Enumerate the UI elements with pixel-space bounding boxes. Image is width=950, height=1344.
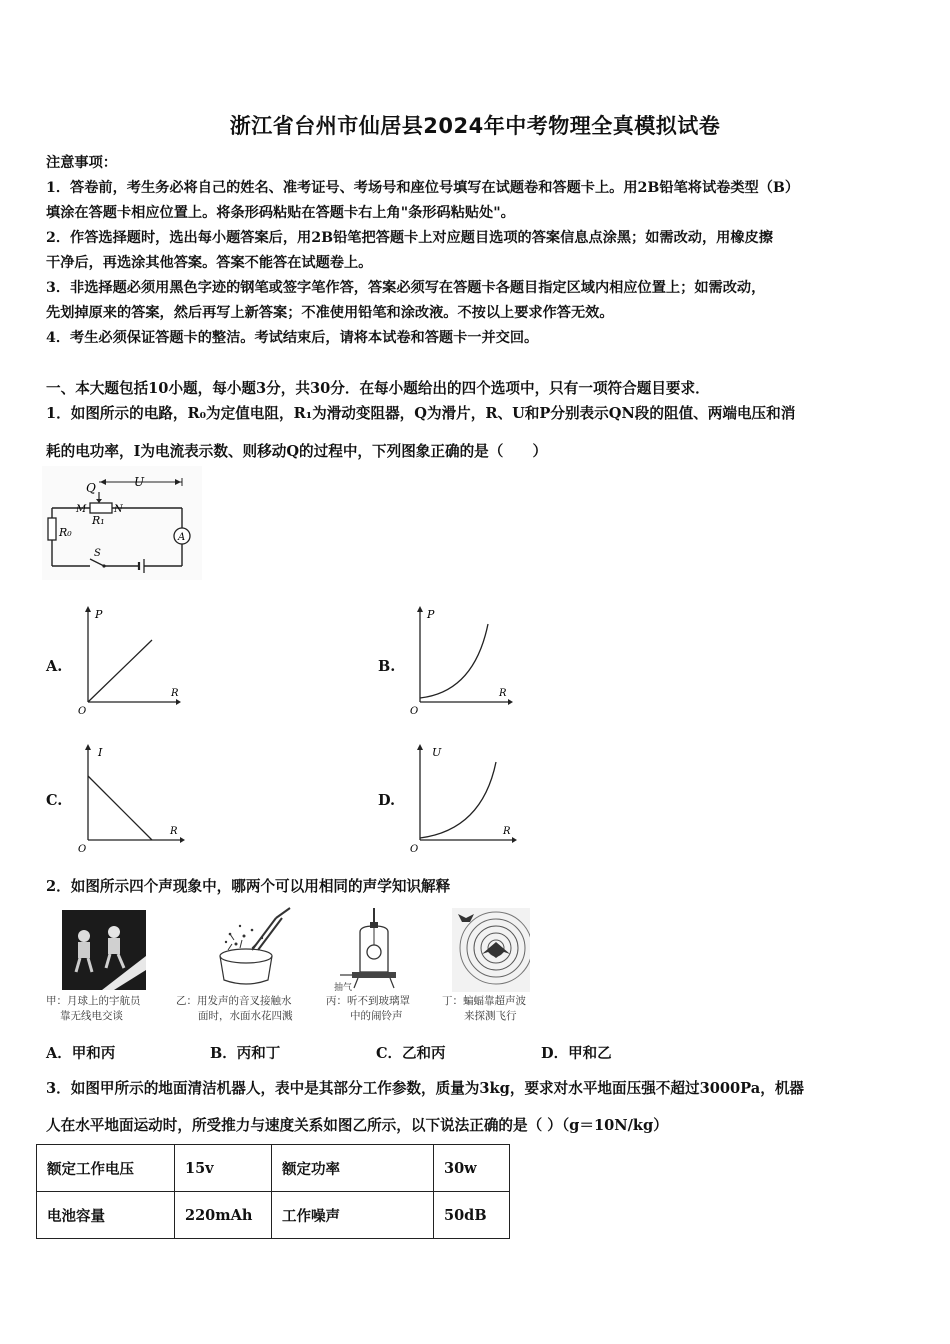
notice-line: 2．作答选择题时，选出每小题答案后，用2B铅笔把答题卡上对应题目选项的答案信息点涂黑；如需改动，用橡皮擦 bbox=[46, 230, 773, 246]
graph-c[interactable] bbox=[72, 738, 187, 856]
q3-text: 3．如图甲所示的地面清洁机器人，表中是其部分工作参数，质量为3kg，要求对水平地面压强不超过3000Pa，机器 bbox=[46, 1080, 805, 1097]
caption-yi-1: 乙：用发声的音叉接触水 bbox=[176, 995, 292, 1007]
label-m: M bbox=[76, 504, 87, 515]
ammeter-label: A bbox=[178, 532, 186, 543]
caption-bing-1: 丙：听不到玻璃罩 bbox=[326, 995, 410, 1007]
graph-b[interactable] bbox=[404, 600, 514, 718]
q3-text: 人在水平地面运动时，所受推力与速度关系如图乙所示，以下说法正确的是（ ）（g＝10N/kg） bbox=[46, 1117, 668, 1134]
caption-ding-1: 丁：蝙蝠靠超声波 bbox=[442, 995, 526, 1007]
axis-x-label: R bbox=[503, 826, 511, 837]
table-cell: 额定工作电压 bbox=[37, 1145, 175, 1192]
notice-heading: 注意事项： bbox=[46, 155, 117, 171]
table-cell: 50dB bbox=[434, 1192, 510, 1239]
origin-label: O bbox=[410, 844, 419, 855]
q2-option-b[interactable]: B．丙和丁 bbox=[210, 1045, 281, 1062]
label-n: N bbox=[114, 504, 123, 515]
option-c-label[interactable]: C. bbox=[46, 792, 63, 809]
pump-label: 抽气 bbox=[334, 983, 353, 993]
axis-y-label: I bbox=[98, 746, 103, 759]
axis-x-label: R bbox=[499, 688, 507, 699]
q2-text: 2．如图所示四个声现象中，哪两个可以用相同的声学知识解释 bbox=[46, 878, 451, 895]
axis-x-label: R bbox=[170, 826, 178, 837]
q1-text: 1．如图所示的电路，R₀为定值电阻，R₁为滑动变阻器，Q为滑片，R、U和P分别表示QN段的阻值、两端电压和消 bbox=[46, 405, 796, 422]
origin-label: O bbox=[78, 844, 87, 855]
notice-line: 1．答卷前，考生务必将自己的姓名、准考证号、考场号和座位号填写在试题卷和答题卡上。用2B铅笔将试卷类型（B） bbox=[46, 180, 800, 196]
table-row bbox=[37, 1145, 510, 1192]
q2-option-a[interactable]: A．甲和丙 bbox=[46, 1045, 116, 1062]
parameters-table bbox=[36, 1144, 510, 1239]
label-q: Q bbox=[86, 481, 96, 495]
option-a-label[interactable]: A. bbox=[46, 658, 63, 675]
table-cell: 220mAh bbox=[175, 1192, 272, 1239]
q1-text: 耗的电功率，I为电流表示数、则移动Q的过程中，下列图象正确的是（ ） bbox=[46, 443, 548, 460]
caption-yi-2: 面时，水面水花四溅 bbox=[198, 1010, 293, 1022]
graph-d[interactable] bbox=[404, 738, 519, 856]
bat-picture bbox=[452, 908, 530, 992]
graph-a[interactable] bbox=[72, 600, 182, 718]
label-r0: R₀ bbox=[59, 526, 72, 539]
label-u: U bbox=[134, 475, 145, 489]
label-s: S bbox=[94, 548, 101, 559]
bell-jar-picture bbox=[334, 908, 418, 994]
table-row bbox=[37, 1192, 510, 1239]
caption-ding-2: 来探测飞行 bbox=[464, 1010, 517, 1022]
axis-x-label: R bbox=[171, 688, 179, 699]
table-cell: 15v bbox=[175, 1145, 272, 1192]
option-d-label[interactable]: D. bbox=[378, 792, 396, 809]
origin-label: O bbox=[410, 706, 419, 717]
caption-jia-2: 靠无线电交谈 bbox=[60, 1010, 123, 1022]
notice-line: 填涂在答题卡相应位置上。将条形码粘贴在答题卡右上角"条形码粘贴处"。 bbox=[46, 205, 515, 221]
axis-y-label: P bbox=[95, 608, 103, 621]
tuning-fork-picture bbox=[206, 906, 298, 990]
axis-y-label: U bbox=[432, 746, 442, 759]
table-cell: 30w bbox=[434, 1145, 510, 1192]
q2-option-d[interactable]: D．甲和乙 bbox=[541, 1045, 612, 1062]
section-heading: 一、本大题包括10小题，每小题3分，共30分．在每小题给出的四个选项中，只有一项符合题目要求． bbox=[46, 380, 710, 397]
notice-line: 干净后，再选涂其他答案。答案不能答在试题卷上。 bbox=[46, 255, 373, 271]
origin-label: O bbox=[78, 706, 87, 717]
caption-bing-2: 中的闹铃声 bbox=[350, 1010, 403, 1022]
axis-y-label: P bbox=[427, 608, 435, 621]
astronaut-picture bbox=[62, 910, 146, 990]
notice-line: 3．非选择题必须用黑色字迹的钢笔或签字笔作答，答案必须写在答题卡各题目指定区域内相应位置上；如需改动， bbox=[46, 280, 766, 296]
label-r1: R₁ bbox=[92, 514, 105, 527]
circuit-diagram bbox=[42, 466, 202, 580]
table-cell: 电池容量 bbox=[37, 1192, 175, 1239]
option-b-label[interactable]: B. bbox=[378, 658, 396, 675]
table-cell: 额定功率 bbox=[272, 1145, 434, 1192]
page-title: 浙江省台州市仙居县2024年中考物理全真模拟试卷 bbox=[229, 114, 721, 138]
table-cell: 工作噪声 bbox=[272, 1192, 434, 1239]
notice-line: 4．考生必须保证答题卡的整洁。考试结束后，请将本试卷和答题卡一并交回。 bbox=[46, 330, 539, 346]
notice-line: 先划掉原来的答案，然后再写上新答案；不准使用铅笔和涂改液。不按以上要求作答无效。 bbox=[46, 305, 614, 321]
caption-jia-1: 甲：月球上的宇航员 bbox=[46, 995, 141, 1007]
q2-option-c[interactable]: C．乙和丙 bbox=[376, 1045, 446, 1062]
